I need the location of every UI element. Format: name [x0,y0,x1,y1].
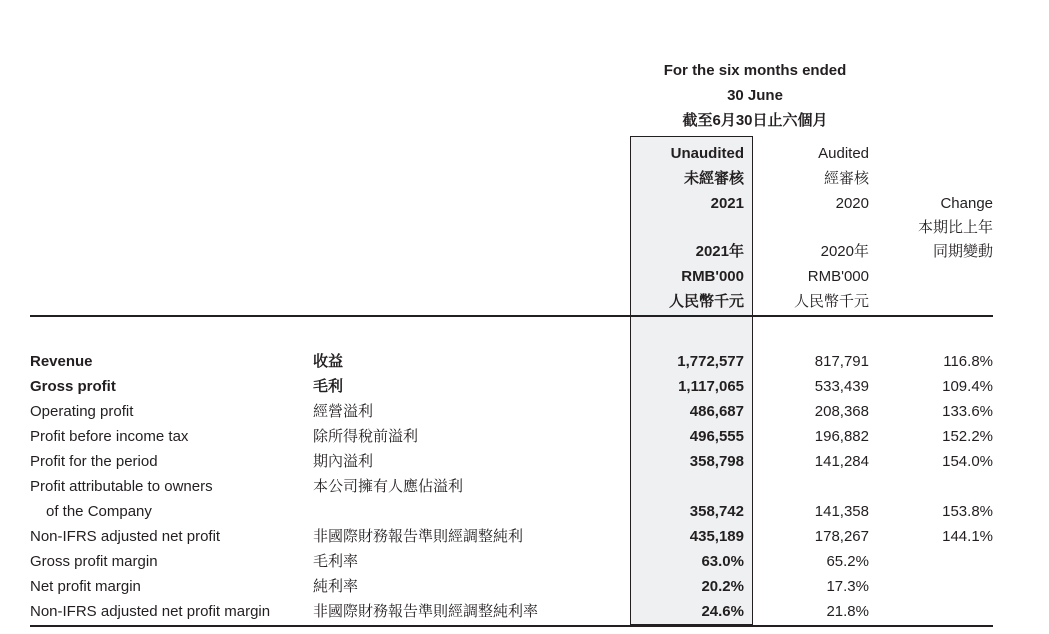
row-value-prior: 208,368 [814,403,869,420]
row-value-current: 63.0% [701,553,744,570]
row-value-change: 152.2% [942,428,993,445]
row-value-prior: 21.8% [826,603,869,620]
prior-status-zh: 經審核 [823,170,869,187]
change-header-zh-1: 本期比上年 [917,219,993,236]
row-value-prior: 178,267 [814,528,869,545]
row-label-en: Revenue [30,353,93,370]
period-heading-line1: For the six months ended [663,62,847,79]
prior-status-en: Audited [818,145,869,162]
prior-unit-zh: 人民幣千元 [793,293,869,310]
row-label-en: Net profit margin [30,578,141,595]
row-label-en: Operating profit [30,403,134,420]
current-year-zh: 2021年 [695,243,744,260]
row-label-zh: 除所得稅前溢利 [313,428,419,445]
row-label-en: Profit before income tax [30,428,189,445]
row-value-current: 1,772,577 [677,353,744,370]
row-value-current: 435,189 [689,528,744,545]
row-value-prior: 17.3% [826,578,869,595]
row-label-zh: 毛利 [313,378,344,395]
row-label-zh: 本公司擁有人應佔溢利 [313,478,464,495]
change-header-zh-2: 同期變動 [932,243,993,260]
row-label-zh: 期內溢利 [313,453,374,470]
row-label-en: Profit for the period [30,453,158,470]
current-unit-zh: 人民幣千元 [668,293,744,310]
row-label-zh: 純利率 [313,578,359,595]
row-label-zh: 毛利率 [313,553,359,570]
row-value-current: 20.2% [701,578,744,595]
row-value-change: 153.8% [942,503,993,520]
row-label-en: Profit attributable to owners [30,478,213,495]
prior-year: 2020 [835,195,869,212]
prior-year-zh: 2020年 [820,243,869,260]
row-label-zh: 非國際財務報告準則經調整純利 [313,528,524,545]
row-label-en: Non-IFRS adjusted net profit [30,528,221,545]
current-status-en: Unaudited [670,145,744,162]
row-value-prior: 141,284 [814,453,869,470]
row-value-current: 496,555 [689,428,744,445]
row-value-current: 486,687 [689,403,744,420]
current-year: 2021 [710,195,744,212]
row-value-prior: 196,882 [814,428,869,445]
row-label-en: Gross profit [30,378,116,395]
row-label-zh: 經營溢利 [313,403,374,420]
row-value-change: 154.0% [942,453,993,470]
bottom-rule [30,625,993,627]
change-header-en: Change [940,195,993,212]
row-value-change: 144.1% [942,528,993,545]
row-label-en: Non-IFRS adjusted net profit margin [30,603,271,620]
period-heading-line3: 截至6月30日止六個月 [682,112,828,129]
prior-unit-en: RMB'000 [807,268,869,285]
row-value-prior: 817,791 [814,353,869,370]
header-rule [30,315,993,317]
row-value-change: 109.4% [942,378,993,395]
row-value-prior: 65.2% [826,553,869,570]
row-value-current: 1,117,065 [678,378,744,395]
row-value-prior: 533,439 [814,378,869,395]
row-value-current: 24.6% [701,603,744,620]
row-label-zh: 非國際財務報告準則經調整純利率 [313,603,539,620]
current-status-zh: 未經審核 [683,170,744,187]
row-label-zh: 收益 [313,353,344,370]
row-value-change: 116.8% [943,353,993,370]
row-value-prior: 141,358 [814,503,869,520]
row-value-current: 358,798 [689,453,744,470]
row-label-en: Gross profit margin [30,553,158,570]
row-label-en-continued: of the Company [46,503,152,520]
row-value-current: 358,742 [689,503,744,520]
row-value-change: 133.6% [942,403,993,420]
period-heading-line2: 30 June [727,87,783,104]
current-unit-en: RMB'000 [681,268,744,285]
